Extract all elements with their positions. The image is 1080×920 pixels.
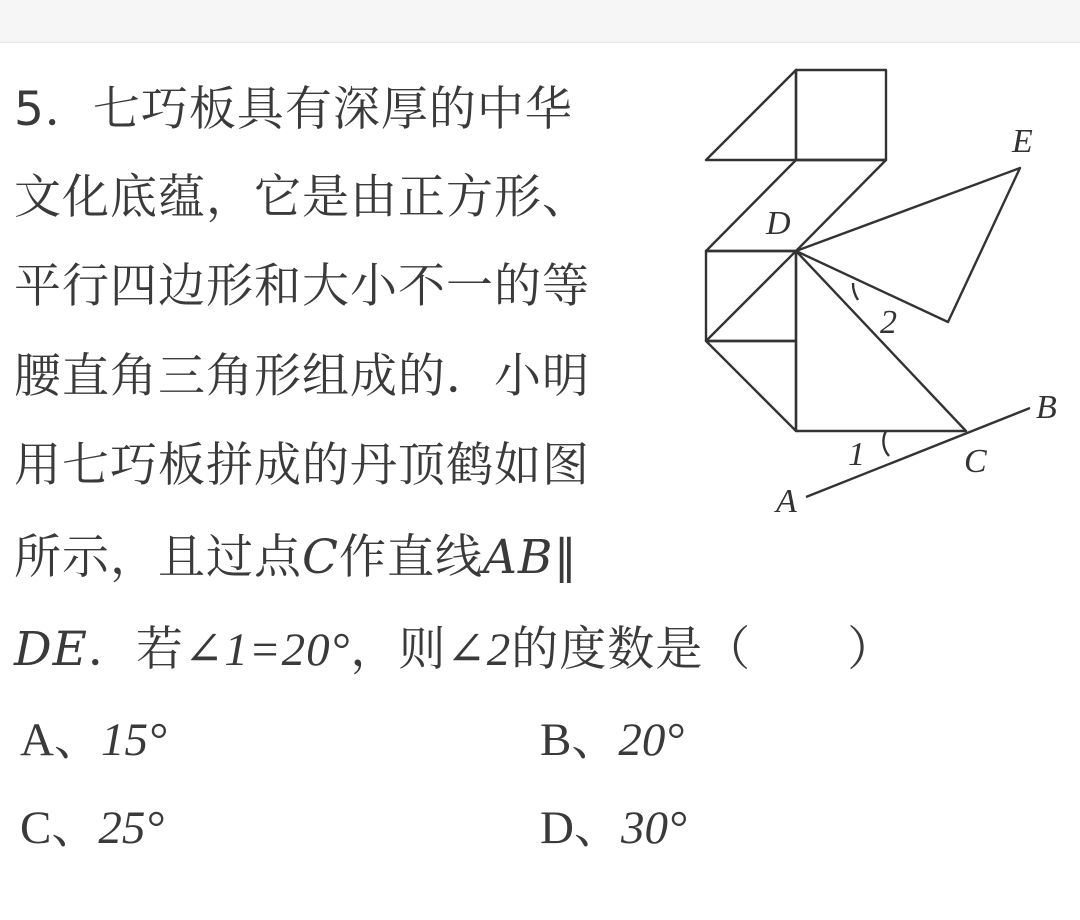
option-b[interactable] (540, 712, 684, 768)
option-b-letter: B (540, 714, 572, 766)
question-line-6 (14, 530, 578, 586)
option-d-sep: 、 (573, 800, 621, 855)
top-bar (0, 0, 1080, 43)
wing-triangle (796, 168, 1020, 322)
label-angle-1: 1 (848, 436, 865, 473)
question-text-7c: 的度数是（ ） (511, 622, 896, 677)
line-de-ref: DE (14, 622, 88, 677)
question-line-4 (14, 349, 590, 405)
question-line-5 (14, 438, 590, 494)
question-text-5: 用七巧板拼成的丹顶鹤如图 (14, 438, 590, 493)
option-a-value: 15° (100, 714, 167, 766)
question-text-6b: 作直线 (338, 530, 483, 585)
question-text-2: 文化底蕴，它是由正方形、 (14, 170, 590, 225)
question-text-7b: ，则 (350, 622, 447, 677)
angle-1-arc (883, 431, 889, 456)
label-e: E (1012, 123, 1033, 160)
angle-2-arc (853, 283, 858, 300)
option-d-value: 30° (620, 802, 687, 854)
label-b: B (1036, 389, 1057, 426)
label-a: A (776, 483, 797, 520)
label-d: D (766, 205, 791, 242)
lower-left-triangle (706, 341, 796, 431)
option-c[interactable] (20, 800, 164, 856)
parallel-symbol: ∥ (553, 530, 578, 585)
question-number-and-text: 5．七巧板具有深厚的中华 (14, 82, 573, 137)
question-text-7a: ．若 (88, 622, 184, 677)
body-square-diagonal (706, 251, 796, 341)
option-a[interactable] (20, 712, 167, 768)
question-line-3 (14, 259, 590, 315)
question-line-2 (14, 170, 590, 226)
line-ab (806, 408, 1030, 497)
option-d-letter: D (540, 802, 574, 854)
question-text-6a: 所示，且过点 (14, 530, 302, 585)
option-a-sep: 、 (53, 712, 101, 767)
angle-1-given: ∠1=20° (184, 624, 351, 676)
point-c-ref: C (302, 530, 339, 585)
label-angle-2: 2 (880, 304, 897, 341)
question-text-4: 腰直角三角形组成的．小明 (14, 349, 590, 404)
option-d[interactable] (540, 800, 687, 856)
question-line-7 (14, 622, 895, 678)
question-text-3: 平行四边形和大小不一的等 (14, 259, 590, 314)
head-square (796, 70, 886, 160)
line-ab-ref: AB (482, 530, 554, 585)
beak-triangle (706, 70, 796, 160)
neck-parallelogram (706, 160, 886, 251)
option-b-sep: 、 (571, 712, 619, 767)
tangram-crane-figure (690, 55, 1070, 525)
question-line-1 (14, 82, 573, 138)
option-c-letter: C (20, 802, 52, 854)
option-c-sep: 、 (51, 800, 99, 855)
label-c: C (964, 443, 987, 480)
large-triangle (796, 251, 966, 431)
option-b-value: 20° (618, 714, 685, 766)
angle-2-ref: ∠2 (446, 624, 512, 676)
option-a-letter: A (20, 714, 54, 766)
option-c-value: 25° (98, 802, 165, 854)
